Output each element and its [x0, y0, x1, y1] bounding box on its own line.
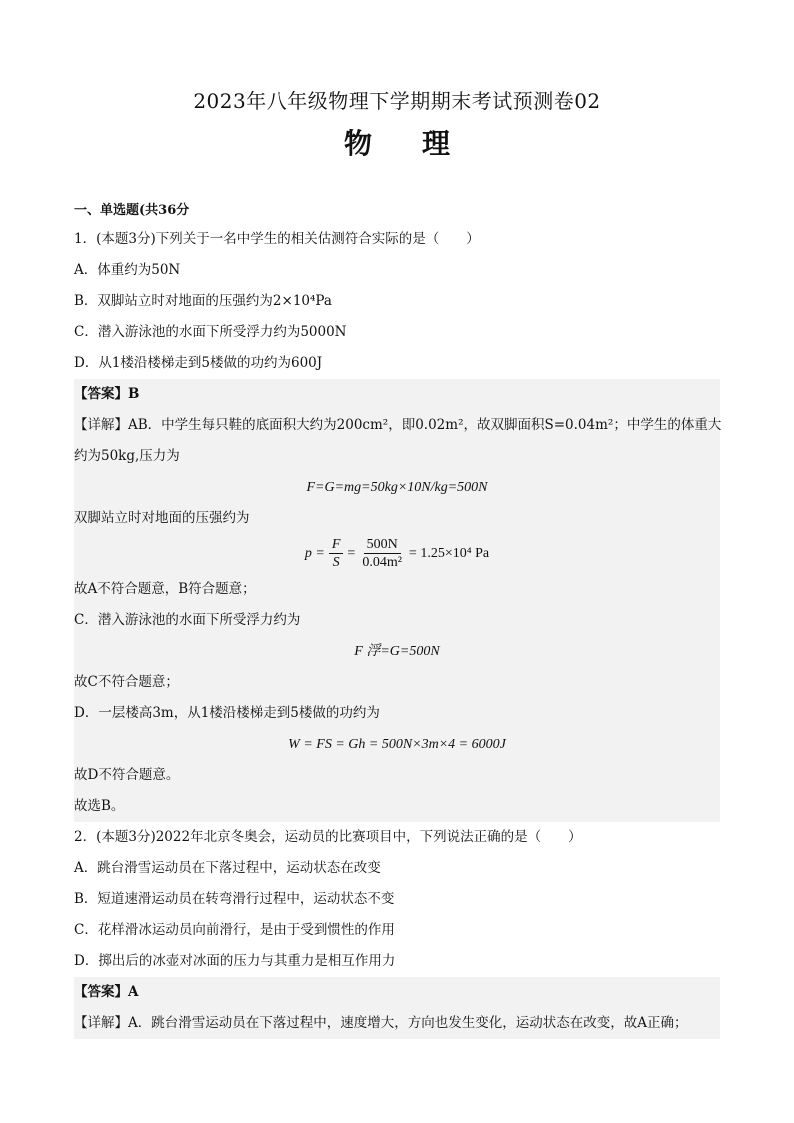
fraction-f-over-s: $\frac{F}{S}$ — [329, 537, 344, 571]
q1-option-a: A．体重约为50N — [74, 262, 181, 278]
q1-stem: 1．(本题3分)下列关于一名中学生的相关估测符合实际的是（ ） — [74, 231, 480, 247]
q1-detail-2: 约为50kg,压力为 — [74, 448, 180, 464]
formula-rhs: = 1.25×10⁴ Pa — [408, 546, 490, 561]
subject-heading — [0, 122, 794, 162]
q2-option-b: B．短道速滑运动员在转弯滑行过程中，运动状态不变 — [74, 891, 395, 907]
q2-detail-1: 【详解】A．跳台滑雪运动员在下落过程中，速度增大，方向也发生变化，运动状态在改变，故A正确； — [74, 1015, 688, 1031]
q2-answer: 【答案】A — [74, 984, 139, 1000]
q1-answer: 【答案】B — [74, 386, 140, 402]
q1-detail-6: 故C不符合题意； — [74, 674, 179, 690]
q1-detail-9: 故选B。 — [74, 798, 125, 814]
q2-solution — [74, 977, 720, 1039]
q1-detail-3: 双脚站立时对地面的压强约为 — [74, 510, 250, 526]
fraction-values: $\frac{500N}{\text{0.04m²}}$ — [362, 537, 402, 570]
section-heading: 一、单选题(共36分 — [74, 203, 190, 218]
exam-title: 2023年八年级物理下学期期末考试预测卷02 — [193, 89, 601, 113]
q1-option-c: C．潜入游泳池的水面下所受浮力约为5000N — [74, 324, 347, 340]
q2-option-d: D．掷出后的冰壶对冰面的压力与其重力是相互作用力 — [74, 953, 396, 969]
q1-detail-7: D．一层楼高3m，从1楼沿楼梯走到5楼做的功约为 — [74, 705, 380, 721]
q2-option-c: C．花样滑冰运动员向前滑行，是由于受到惯性的作用 — [74, 922, 395, 938]
q1-option-b: B．双脚站立时对地面的压强约为2×10⁴Pa — [74, 293, 332, 309]
q2-stem: 2．(本题3分)2022年北京冬奥会，运动员的比赛项目中，下列说法正确的是（ ） — [74, 829, 582, 845]
formula-lhs: p = — [304, 546, 325, 561]
subject-char-2: 理 — [422, 127, 451, 160]
q1-formula-4: W = FS = Gh = 500N×3m×4 = 6000J — [288, 737, 506, 752]
subject-char-1: 物 — [343, 127, 372, 160]
q1-formula-2: p = $\frac{F}{S}$ = $\frac{500N}{\text{0.04m²}}$ = 1.25×10⁴ Pa — [304, 537, 490, 570]
q1-solution — [74, 379, 720, 822]
q1-detail-8: 故D不符合题意。 — [74, 767, 180, 783]
q1-detail-1: 【详解】AB．中学生每只鞋的底面积大约为200cm²，即0.02m²，故双脚面积S=0.04m²；中学生的体重大 — [74, 417, 722, 433]
q1-formula-1: F=G=mg=50kg×10N/kg=500N — [306, 480, 488, 495]
q1-detail-5: C．潜入游泳池的水面下所受浮力约为 — [74, 612, 301, 628]
q2-option-a: A．跳台滑雪运动员在下落过程中，运动状态在改变 — [74, 860, 381, 876]
content — [74, 200, 720, 1039]
q1-formula-3: F 浮=G=500N — [354, 644, 440, 659]
q1-option-d: D．从1楼沿楼梯走到5楼做的功约为600J — [74, 355, 323, 371]
q1-detail-4: 故A不符合题意，B符合题意； — [74, 581, 256, 597]
